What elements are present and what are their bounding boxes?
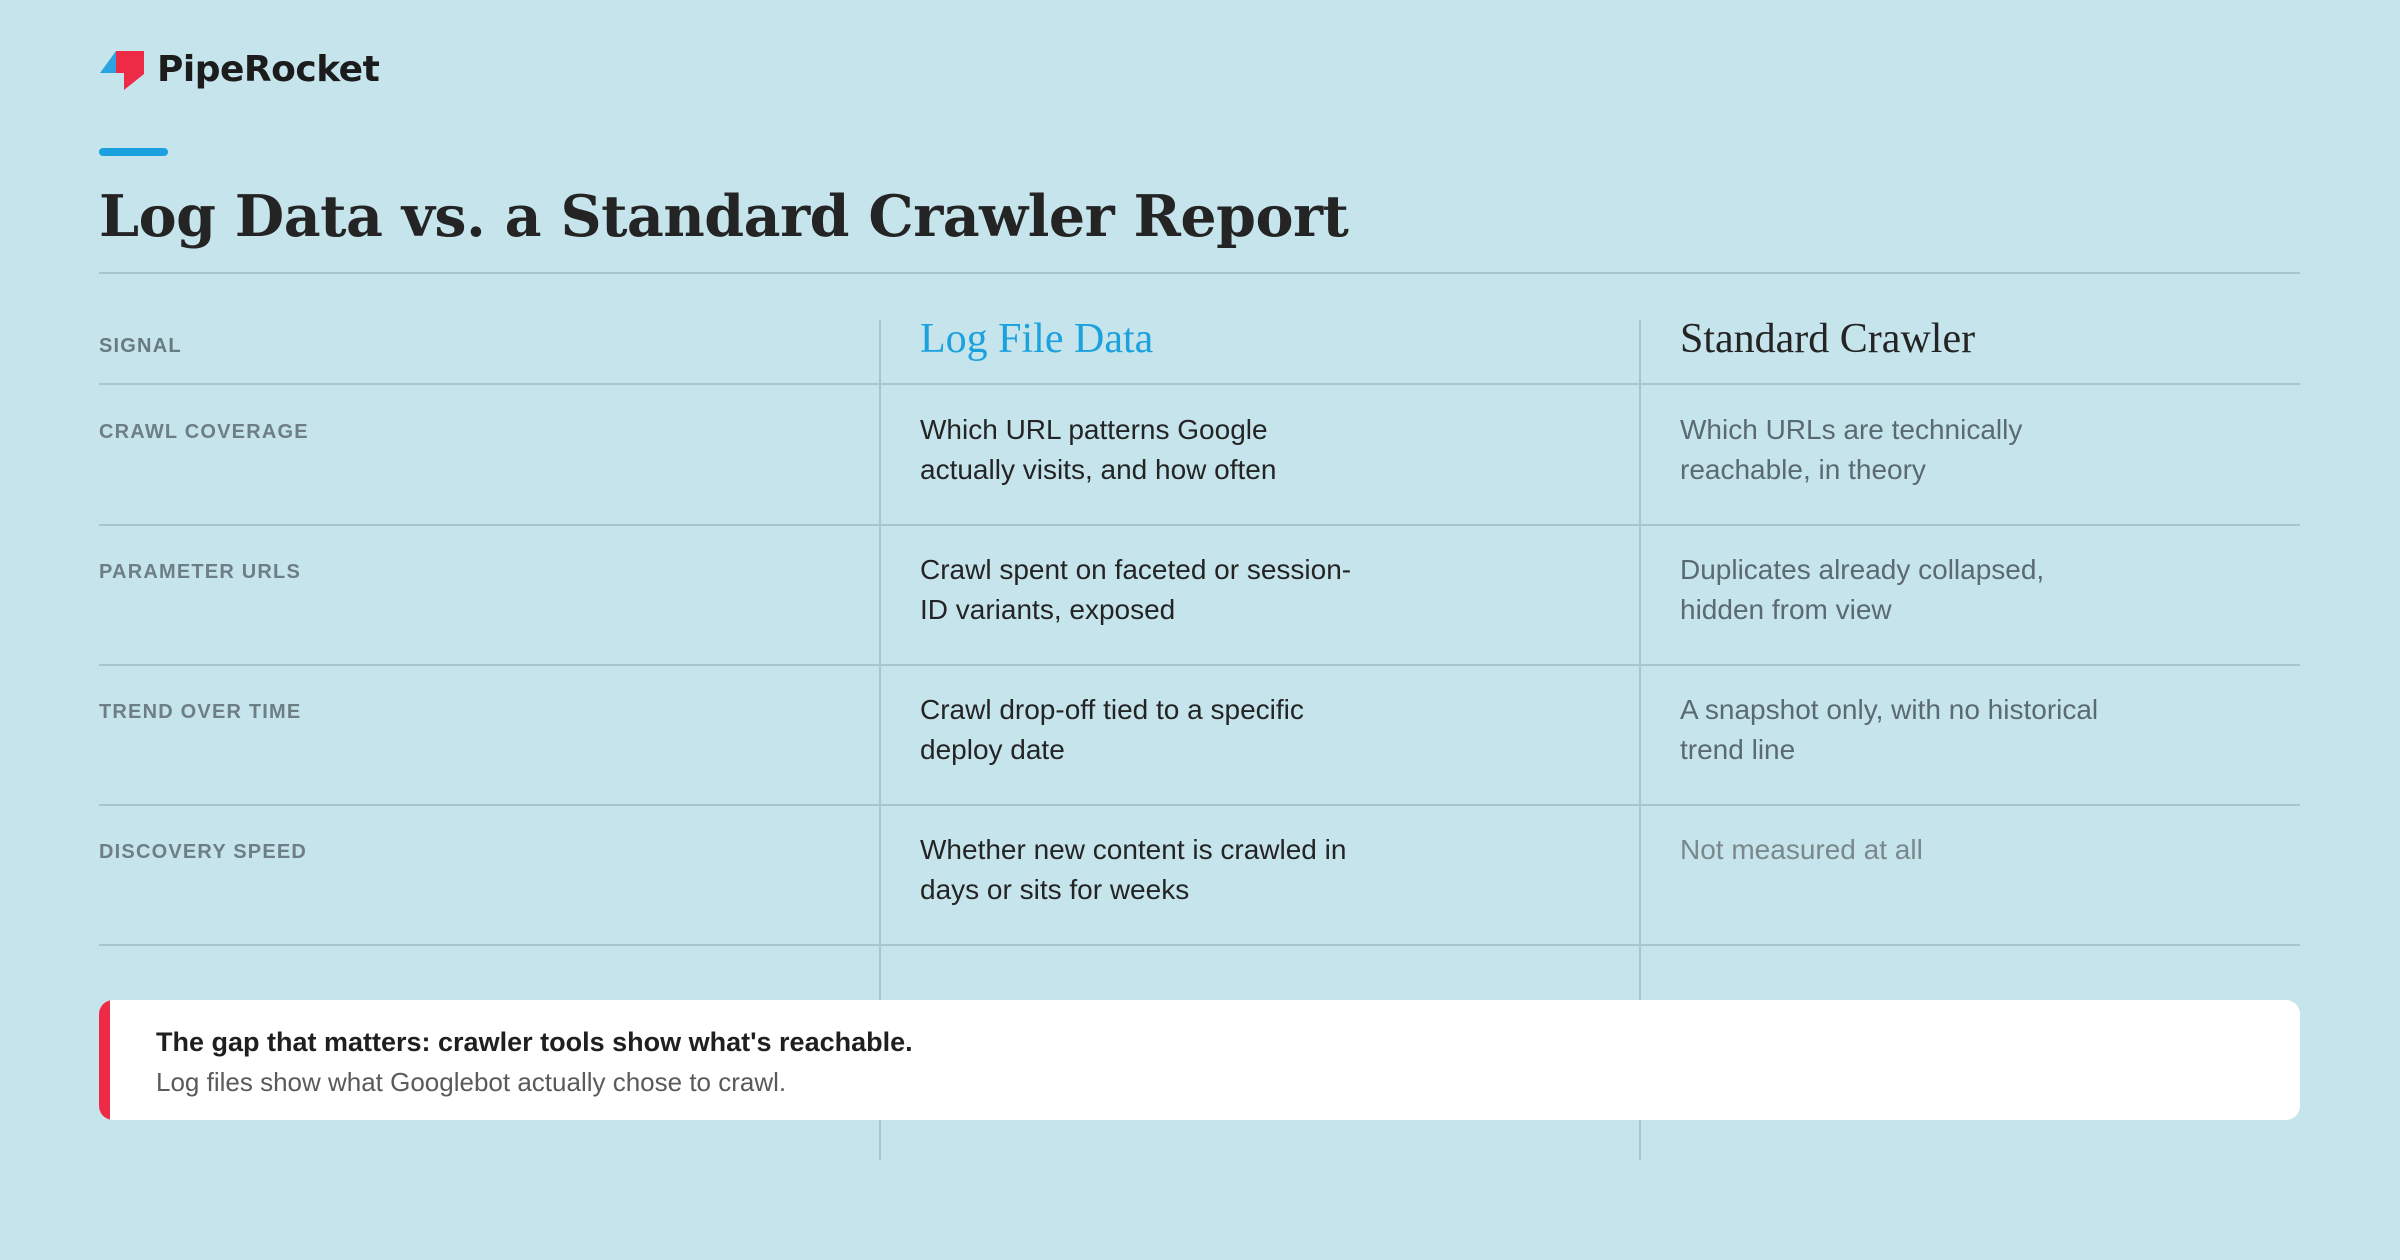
column-header-standard-crawler: Standard Crawler [1680,316,1976,362]
title-accent-bar [99,148,168,156]
brand-name: PipeRocket [157,48,380,90]
table-row [0,386,2400,524]
row-label: DISCOVERY SPEED [99,841,308,863]
row-standard-value: Not measured at all [1680,834,1923,865]
row-log-value: Which URL patterns Google actually visits, and how often [920,414,1277,485]
table-row [0,526,2400,664]
table-row [0,666,2400,804]
callout-box [99,1000,2300,1120]
piperocket-logo-icon [99,47,145,91]
row-log-value: Crawl spent on faceted or session-ID variants, exposed [920,554,1352,625]
row-standard-value: Duplicates already collapsed, hidden from view [1680,554,2045,625]
row-divider [99,944,2300,946]
row-standard-value: Which URLs are technically reachable, in theory [1680,414,2023,485]
row-standard-value: A snapshot only, with no historical trend line [1680,694,2099,765]
column-header-log-file-data: Log File Data [920,316,1154,362]
callout-body: Log files show what Googlebot actually chose to crawl. [156,1067,787,1097]
row-log-value: Whether new content is crawled in days or sits for weeks [920,834,1347,905]
row-label: PARAMETER URLS [99,561,301,583]
header-divider [99,383,2300,385]
title-divider [99,272,2300,274]
brand-logo [99,44,379,94]
table-row [0,806,2400,944]
row-label: CRAWL COVERAGE [99,421,309,443]
callout-accent-stripe [99,1000,110,1120]
row-label: TREND OVER TIME [99,701,302,723]
page-title: Log Data vs. a Standard Crawler Report [99,183,1349,250]
column-header-signal: SIGNAL [99,335,182,357]
callout-heading: The gap that matters: crawler tools show what's reachable. [156,1027,913,1057]
row-log-value: Crawl drop-off tied to a specific deploy date [920,694,1304,765]
